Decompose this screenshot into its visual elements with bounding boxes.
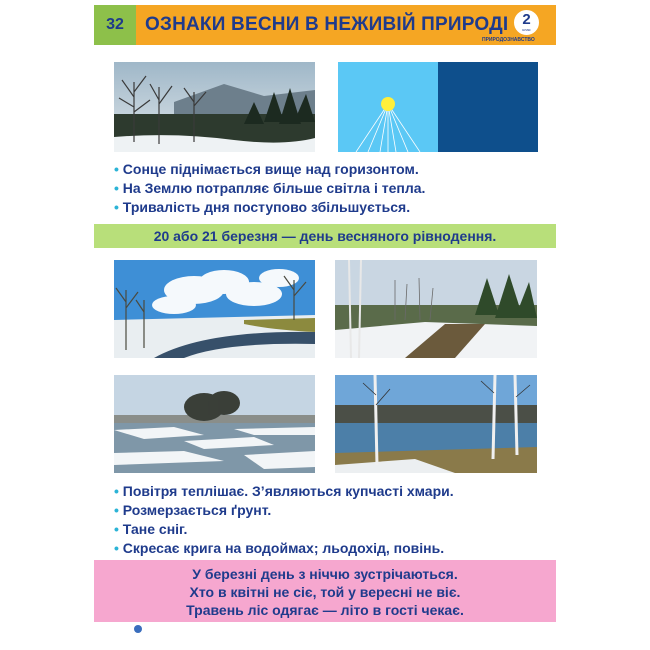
list-item	[114, 160, 425, 179]
bullet-text: Тривалість дня поступово збільшується.	[122, 199, 411, 215]
bullet-text: Скресає крига на водоймах; льодохід, повінь.	[122, 540, 445, 556]
bullet-dot: •	[114, 540, 119, 556]
bullet-text: Сонце піднімається вище над горизонтом.	[122, 161, 419, 177]
list-item	[114, 539, 454, 558]
bullet-dot: •	[114, 199, 119, 215]
list-item	[114, 179, 425, 198]
photo-birch-melting-snow	[335, 260, 537, 358]
photo-snowy-forest	[114, 62, 315, 152]
sun-illustration	[338, 62, 538, 152]
grade-number: 2	[522, 11, 531, 28]
equinox-text: 20 або 21 березня — день весняного рівнодення.	[153, 228, 497, 244]
photo-flood-birches	[335, 375, 537, 473]
signs-list-nature	[114, 482, 454, 558]
page-title: ОЗНАКИ ВЕСНИ В НЕЖИВІЙ ПРИРОДІ	[145, 14, 509, 35]
grade-badge	[514, 10, 539, 35]
bullet-text: Розмерзається ґрунт.	[122, 502, 272, 518]
photo-ice-drift	[114, 375, 315, 473]
list-item	[114, 482, 454, 501]
photo-river-clouds	[114, 260, 315, 358]
proverb-line: Травень ліс одягає — літо в гості чекає.	[186, 602, 464, 618]
bullet-text: Повітря теплішає. З’являються купчасті хмари.	[122, 483, 454, 499]
publisher-logo-icon	[134, 625, 142, 633]
bullet-dot: •	[114, 502, 119, 518]
grade-word: клас	[522, 27, 531, 32]
bullet-dot: •	[114, 180, 119, 196]
list-item	[114, 198, 425, 217]
bullet-dot: •	[114, 521, 119, 537]
bullet-dot: •	[114, 161, 119, 177]
list-item	[114, 520, 454, 539]
bullet-text: Тане сніг.	[122, 521, 188, 537]
list-item	[114, 501, 454, 520]
bullet-text: На Землю потрапляє більше світла і тепла.	[122, 180, 426, 196]
page-number: 32	[94, 5, 136, 45]
signs-list-sun	[114, 160, 425, 217]
subject-label: ПРИРОДОЗНАВСТВО	[482, 37, 535, 43]
bullet-dot: •	[114, 483, 119, 499]
proverb-line: Хто в квітні не сіє, той у вересні не віє.	[189, 584, 461, 600]
proverb-line: У березні день з ніччю зустрічаються.	[192, 566, 458, 582]
